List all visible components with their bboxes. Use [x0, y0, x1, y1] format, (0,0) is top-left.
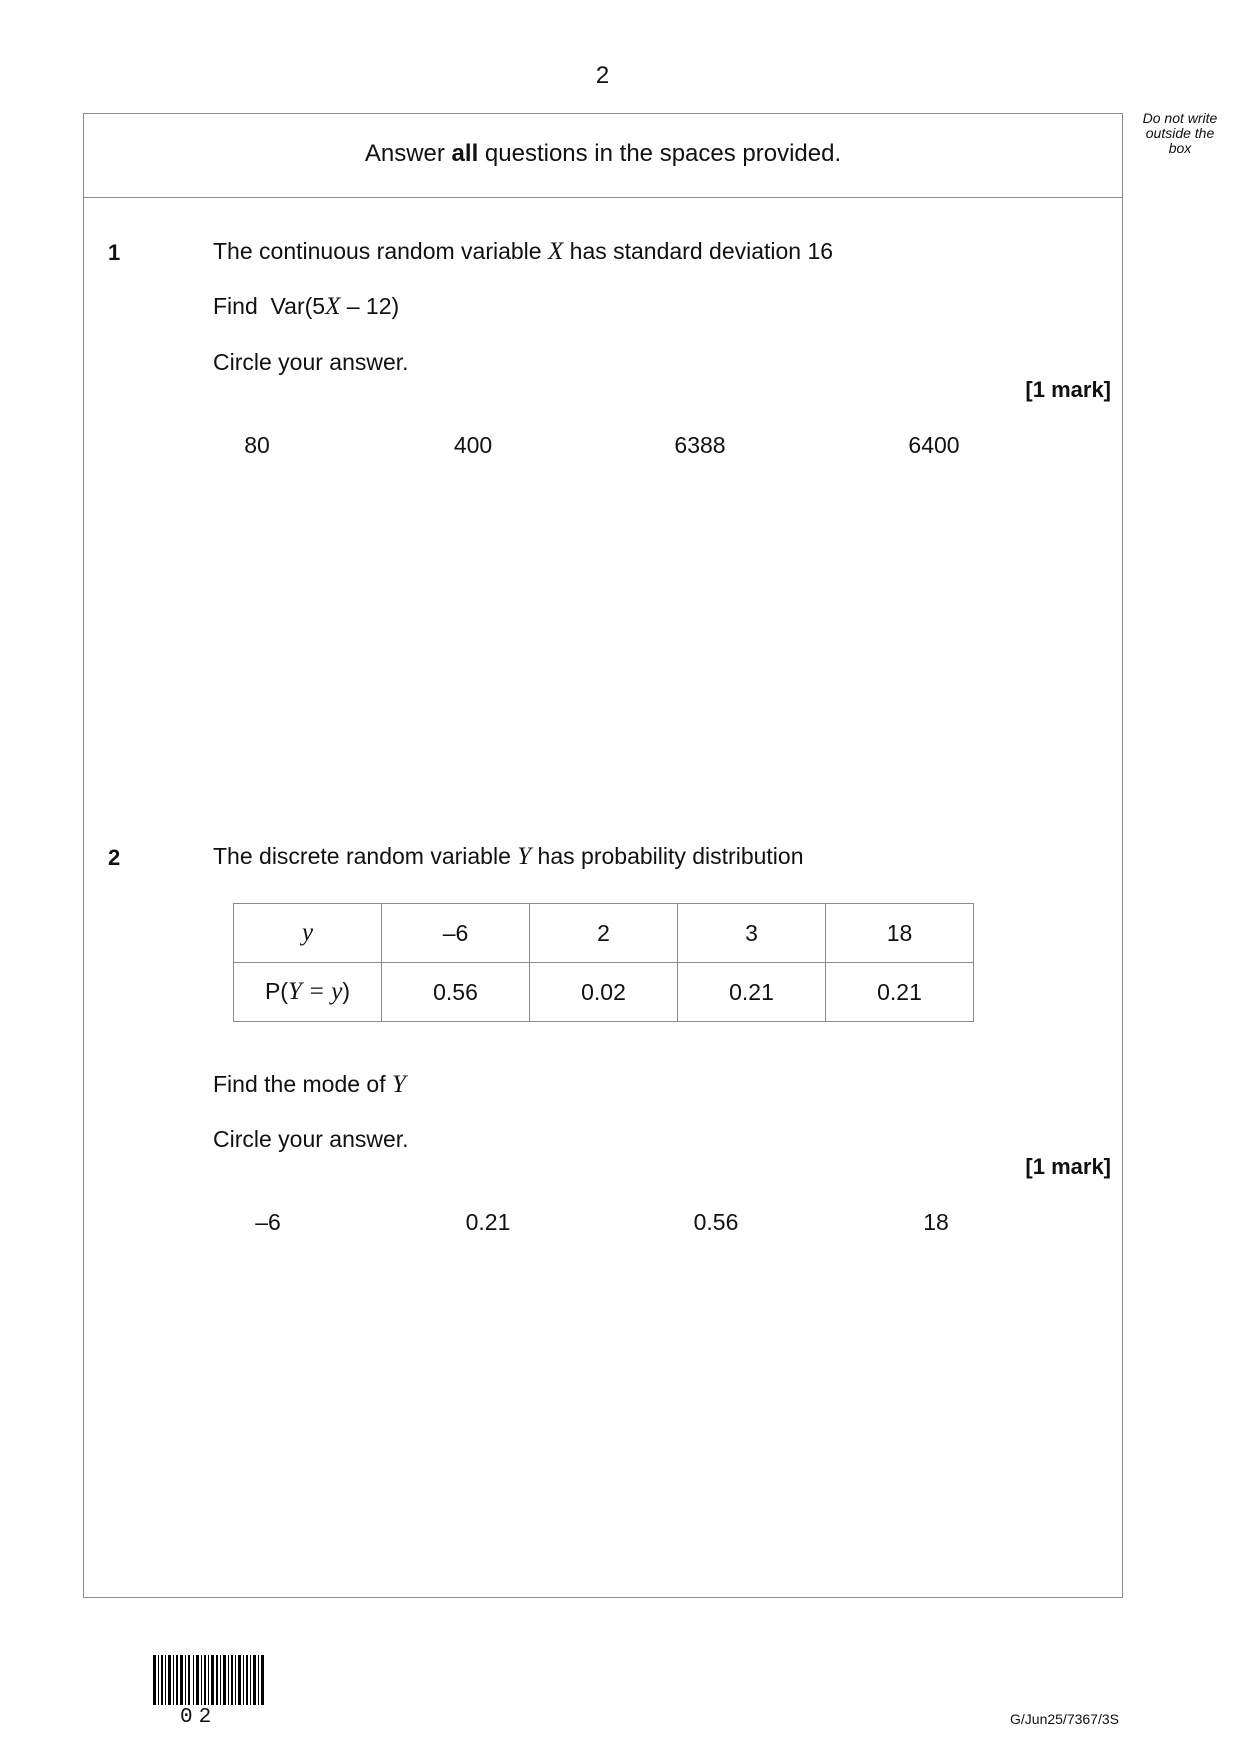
instruction-prefix: Answer	[364, 140, 452, 167]
q2-option-2[interactable]: 0.21	[465, 1209, 511, 1235]
question-1-number: 1	[108, 240, 121, 265]
p-expression: Y = y	[287, 978, 343, 1005]
question-2-circle-instruction: Circle your answer.	[213, 1126, 409, 1152]
q2-stem-var: Y	[517, 843, 532, 870]
margin-note-line-3: box	[1168, 140, 1192, 156]
table-header-y	[234, 904, 382, 963]
margin-note-line-2: outside the	[1145, 125, 1215, 141]
instruction-bold: all	[451, 140, 479, 167]
q1-stem-var: X	[547, 238, 564, 265]
q2-stem-after: has probability distribution	[531, 843, 804, 869]
q1-option-4[interactable]: 6400	[908, 432, 960, 458]
q2-option-1[interactable]: –6	[255, 1209, 281, 1235]
question-2-number: 2	[108, 845, 121, 870]
q1-option-2[interactable]: 400	[453, 432, 493, 458]
barcode-graphic	[153, 1655, 265, 1705]
header-divider	[83, 197, 1123, 198]
p-suffix: )	[342, 978, 351, 1004]
q2-find-var: Y	[392, 1071, 406, 1098]
q1-find-prefix: Find Var(5	[213, 293, 326, 319]
question-1-circle-instruction: Circle your answer.	[213, 349, 409, 375]
q1-option-3[interactable]: 6388	[674, 432, 726, 458]
table-row-y	[234, 904, 974, 963]
question-2-stem	[213, 843, 804, 871]
q1-find-var: X	[325, 293, 341, 320]
q1-stem-after: has standard deviation 16	[563, 238, 834, 264]
instruction-suffix: questions in the spaces provided.	[478, 140, 842, 167]
question-1-find	[213, 293, 399, 321]
q1-stem-before: The continuous random variable	[213, 238, 548, 264]
instruction	[83, 140, 1123, 168]
question-1-stem	[213, 238, 833, 266]
q1-find-suffix: – 12)	[340, 293, 400, 319]
table-cell-y: 2	[530, 904, 678, 963]
question-2-find	[213, 1071, 406, 1099]
table-cell-probability: 0.02	[530, 963, 678, 1022]
table-cell-probability: 0.21	[826, 963, 974, 1022]
question-2-marks: [1 mark]	[1025, 1154, 1111, 1179]
margin-note-line-1: Do not write	[1142, 110, 1218, 126]
q2-stem-before: The discrete random variable	[213, 843, 518, 869]
margin-note	[1130, 111, 1230, 156]
barcode-digits: 02	[180, 1706, 218, 1729]
q1-option-1[interactable]: 80	[244, 432, 270, 458]
table-cell-y: 3	[678, 904, 826, 963]
q2-option-3[interactable]: 0.56	[693, 1209, 739, 1235]
table-cell-y: 18	[826, 904, 974, 963]
table-cell-probability: 0.21	[678, 963, 826, 1022]
table-row-probability	[234, 963, 974, 1022]
page-number: 2	[595, 62, 610, 89]
table-header-probability	[234, 963, 382, 1022]
q2-option-4[interactable]: 18	[923, 1209, 949, 1235]
question-1-marks: [1 mark]	[1025, 377, 1111, 402]
footer-code: G/Jun25/7367/3S	[1010, 1711, 1119, 1727]
y-symbol: y	[301, 919, 314, 946]
probability-distribution-table	[233, 903, 974, 1022]
p-prefix: P(	[264, 978, 288, 1004]
table-cell-y: –6	[382, 904, 530, 963]
table-cell-probability: 0.56	[382, 963, 530, 1022]
q2-find-prefix: Find the mode of	[213, 1071, 392, 1097]
